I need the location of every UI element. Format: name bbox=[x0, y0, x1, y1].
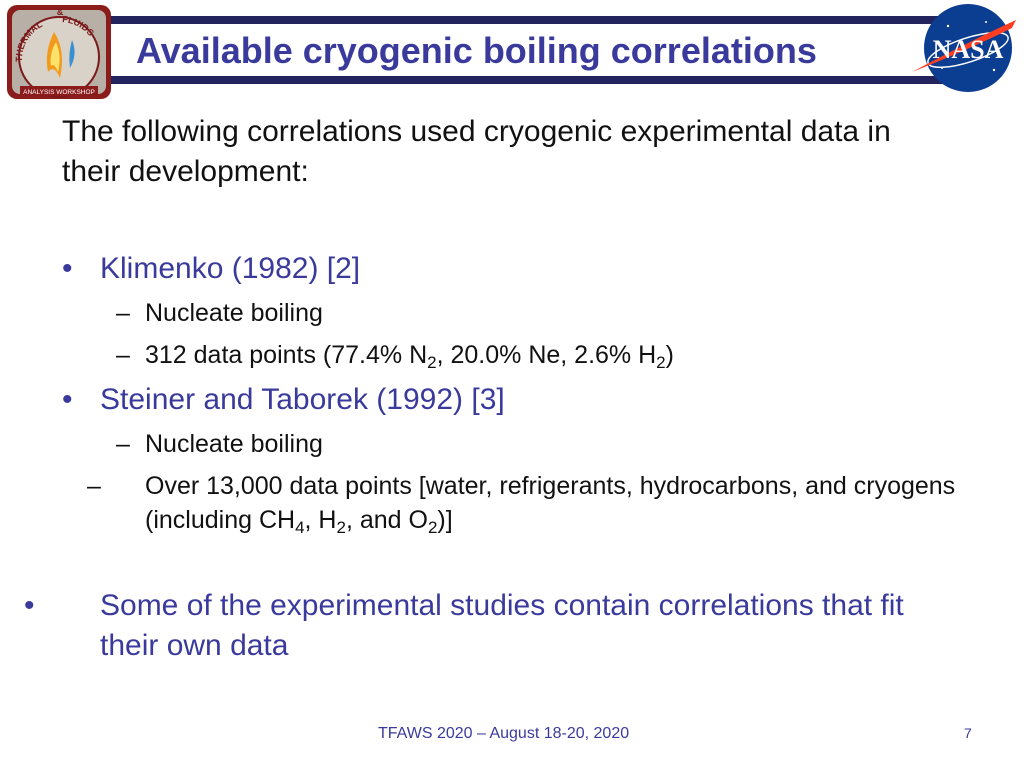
sub-steiner-boiling bbox=[116, 427, 323, 461]
logo-text-fluids: FLUIDS bbox=[61, 13, 97, 38]
logo-text-workshop: ANALYSIS WORKSHOP bbox=[23, 89, 95, 96]
sub-klimenko-boiling bbox=[116, 296, 323, 330]
logo-text-thermal: THERMAL bbox=[13, 19, 44, 63]
subscript: 4 bbox=[295, 518, 305, 537]
nasa-logo bbox=[908, 2, 1020, 94]
sub-steiner-data bbox=[87, 469, 956, 537]
sub-text-part: , 20.0% Ne, 2.6% H bbox=[436, 341, 657, 369]
subscript: 2 bbox=[427, 353, 437, 372]
subscript: 2 bbox=[427, 518, 438, 537]
subscript: 2 bbox=[336, 518, 346, 537]
logo-ampersand: & bbox=[56, 7, 64, 17]
sub-text-part: Over 13,000 data points [water, refrigerants, hydrocarbons, and cryogens (including CH bbox=[145, 472, 956, 534]
bullet-dot: • bbox=[62, 252, 73, 285]
bullet-text: Steiner and Taborek (1992) [3] bbox=[100, 383, 505, 416]
sub-text-part: 312 data points (77.4% N bbox=[145, 341, 428, 369]
nasa-logo-text: NASA bbox=[932, 35, 1004, 64]
sub-dash: – bbox=[116, 341, 130, 369]
sub-dash: – bbox=[116, 299, 130, 327]
sub-text: Nucleate boiling bbox=[145, 299, 323, 327]
bullet-klimenko bbox=[62, 249, 360, 289]
sub-text-part: , and O bbox=[345, 506, 428, 534]
bullet-experimental-studies bbox=[24, 586, 942, 666]
slide-title: Available cryogenic boiling correlations bbox=[136, 30, 817, 71]
bullet-text: Some of the experimental studies contain correlations that fit their own data bbox=[100, 589, 904, 662]
bullet-dot: • bbox=[24, 589, 35, 622]
bullet-dot: • bbox=[62, 383, 73, 416]
footer-text: TFAWS 2020 – August 18-20, 2020 bbox=[378, 725, 630, 742]
sub-text: Nucleate boiling bbox=[145, 430, 323, 458]
sub-dash: – bbox=[116, 430, 130, 458]
intro-text: The following correlations used cryogenic experimental data in their development: bbox=[62, 115, 891, 188]
sub-text-part: , H bbox=[304, 506, 337, 534]
sub-text-part: ) bbox=[665, 341, 674, 369]
sub-dash: – bbox=[87, 472, 101, 500]
subscript: 2 bbox=[656, 353, 666, 372]
page-number: 7 bbox=[964, 725, 972, 741]
sub-klimenko-data bbox=[116, 338, 674, 372]
bullet-steiner-taborek bbox=[62, 380, 505, 420]
tfaws-logo bbox=[4, 2, 114, 102]
bullet-text: Klimenko (1982) [2] bbox=[100, 252, 361, 285]
sub-text-part: )] bbox=[437, 506, 453, 534]
